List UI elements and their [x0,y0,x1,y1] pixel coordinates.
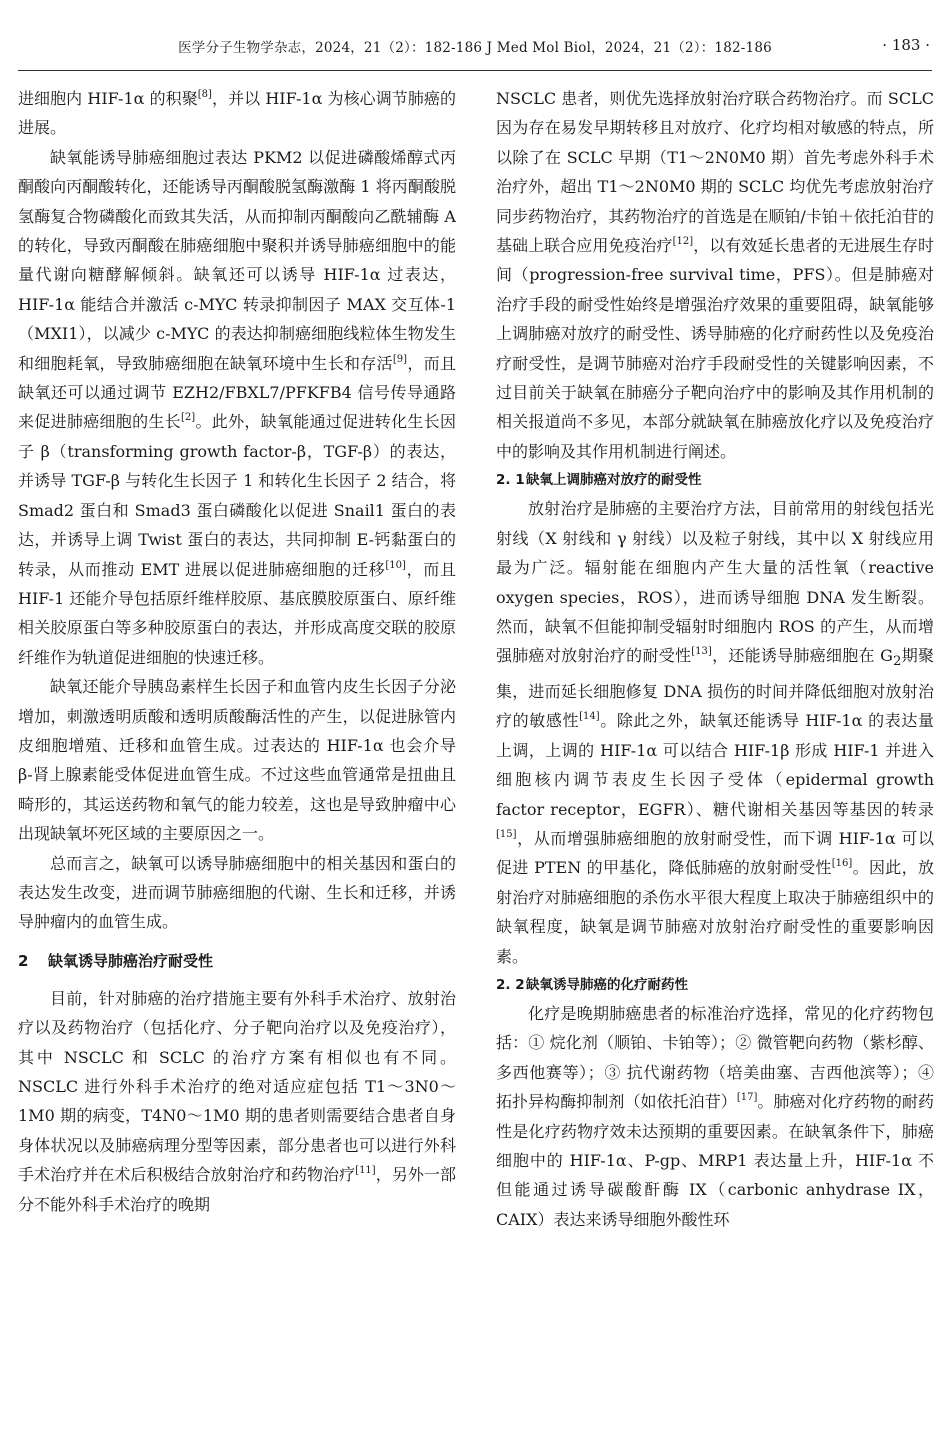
citation[interactable]: [8] [197,89,212,100]
paragraph: 缺氧还能介导胰岛素样生长因子和血管内皮生长因子分泌增加，刺激透明质酸和透明质酸酶活性的产生，以促进脉管内皮细胞增殖、迁移和血管生成。过表达的 HIF-1α 也会介导 β-肾上腺素能受体促进血管生成。不过这些血管通常是扭曲且畸形的，其运送药物和氧气的能力较差，这也是导致肿瘤中心出现缺氧坏死区域的主要原因之一。 [18,677,456,844]
paragraph: 进细胞内 HIF-1α 的积聚[8]，并以 HIF-1α 为核心调节肺癌的进展。 [18,89,456,138]
left-column [18,84,456,1219]
paragraph: 缺氧能诱导肺癌细胞过表达 PKM2 以促进磷酸烯醇式丙酮酸向丙酮酸转化，还能诱导丙酮酸脱氢酶激酶 1 将丙酮酸脱氢酶复合物磷酸化而致其失活，从而抑制丙酮酸向乙酰辅酶 A 的转化，导致丙酮酸在肺癌细胞中聚积并诱导肺癌细胞中的能量代谢向糖酵解倾斜。缺氧还可以诱导 HIF-1α 过表达，HIF-1α 能结合并激活 c-MYC 转录抑制因子 MAX 交互体-1（MXI1），以减少 c-MYC 的表达抑制癌细胞线粒体生物发生和细胞耗氧，导致肺癌细胞在缺氧环境中生长和存活[9]，而且缺氧还可以通过调节 EZH2/FBXL7/PFKFB4 信号传导通路来促进肺癌细胞的生长[2]。此外，缺氧能通过促进转化生长因子 β（transforming growth factor-β，TGF-β）的表达，并诱导 TGF-β 与转化生长因子 1 和转化生长因子 2 结合，将 Smad2 蛋白和 Smad3 蛋白磷酸化以促进 Snail1 蛋白的表达，并诱导上调 Twist 蛋白的表达，共同抑制 E-钙黏蛋白的转录，从而推动 EMT 进展以促进肺癌细胞的迁移[10]，而且 HIF-1 还能介导包括原纤维样胶原、基底膜胶原蛋白、原纤维相关胶原蛋白等多种胶原蛋白的表达，并形成高度交联的胶原纤维作为轨道促进细胞的快速迁移。 [18,147,456,667]
journal-citation: 医学分子生物学杂志，2024，21（2）：182-186 J Med Mol Biol，2024，21（2）：182-186 [178,40,772,56]
citation[interactable]: [13] [691,646,712,658]
citation[interactable]: [15] [496,828,517,840]
subsection-heading: 2. 1缺氧上调肺癌对放疗的耐受性 [496,472,702,489]
citation[interactable]: [12] [672,236,694,248]
citation[interactable]: [2] [181,412,196,424]
page-number: · 183 · [882,36,930,54]
citation[interactable]: [17] [736,1092,758,1104]
citation[interactable]: [14] [579,711,600,723]
citation[interactable]: [10] [385,559,406,571]
right-column [496,84,934,1234]
paragraph: NSCLC 患者，则优先选择放射治疗联合药物治疗。而 SCLC 因为存在易发早期转移且对放疗、化疗均相对敏感的特点，所以除了在 SCLC 早期（T1～2N0M0 期）首先考虑外科手术治疗外，超出 T1～2N0M0 期的 SCLC 均优先考虑放射治疗同步药物治疗，其药物治疗的首选是在顺铂/卡铂＋依托泊苷的基础上联合应用免疫治疗[12]，以有效延长患者的无进展生存时间（progression-free survival time，PFS）。但是肺癌对治疗手段的耐受性始终是增强治疗效果的重要阻碍，缺氧能够上调肺癌对放疗的耐受性、诱导肺癌的化疗耐药性以及免疫治疗耐受性，是调节肺癌对治疗手段耐受性的关键影响因素，不过目前关于缺氧在肺癌分子靶向治疗中的影响及其作用机制的相关报道尚不多见，本部分就缺氧在肺癌放化疗以及免疫治疗中的影响及其作用机制进行阐述。 [496,89,934,461]
paragraph: 放射治疗是肺癌的主要治疗方法，目前常用的射线包括光射线（X 射线和 γ 射线）以及粒子射线，其中以 X 射线应用最为广泛。辐射能在细胞内产生大量的活性氧（reactive oxygen species，ROS），进而诱导细胞 DNA 发生断裂。然而，缺氧不但能抑制受辐射时细胞内 ROS 的产生，从而增强肺癌对放射治疗的耐受性[13]，还能诱导肺癌细胞在 $G_2$期聚集，进而延长细胞修复 DNA 损伤的时间并降低细胞对放射治疗的敏感性[14]。除此之外，缺氧还能诱导 HIF-1α 的表达量上调，上调的 HIF-1α 可以结合 HIF-1β 形成 HIF-1 并进入细胞核内调节表皮生长因子受体（epidermal growth factor receptor，EGFR）、糖代谢相关基因等基因的转录[15]，从而增强肺癌细胞的放射耐受性，而下调 HIF-1α 可以促进 PTEN 的甲基化，降低肺癌的放射耐受性[16]。因此，放射治疗对肺癌细胞的杀伤水平很大程度上取决于肺癌组织中的缺氧程度，缺氧是调节肺癌对放射治疗耐受性的重要影响因素。 [496,499,934,966]
subsection-heading: 2. 2缺氧诱导肺癌的化疗耐药性 [496,976,688,993]
paragraph: 总而言之，缺氧可以诱导肺癌细胞中的相关基因和蛋白的表达发生改变，进而调节肺癌细胞的代谢、生长和迁移，并诱导肿瘤内的血管生成。 [18,853,456,932]
paragraph: 目前，针对肺癌的治疗措施主要有外科手术治疗、放射治疗以及药物治疗（包括化疗、分子靶向治疗以及免疫治疗），其中 NSCLC 和 SCLC 的治疗方案有相似也有不同。NSCLC 进行外科手术治疗的绝对适应症包括 T1～3N0～1M0 期的病变，T4N0～1M0 期的患者则需要结合患者自身身体状况以及肺癌病理分型等因素，部分患者也可以进行外科手术治疗并在术后积极结合放射治疗和药物治疗[11]，另外一部分不能外科手术治疗的晚期 [18,988,456,1214]
running-header [18,30,932,71]
subscript: 2 [892,654,902,670]
citation[interactable]: [16] [831,858,853,870]
section-heading: 2 缺氧诱导肺癌治疗耐受性 [18,951,214,970]
citation[interactable]: [11] [355,1165,376,1177]
paragraph: 化疗是晚期肺癌患者的标准治疗选择，常见的化疗药物包括：① 烷化剂（顺铂、卡铂等）；② 微管靶向药物（紫杉醇、多西他赛等）；③ 抗代谢药物（培美曲塞、吉西他滨等）；④ 拓扑异构酶抑制剂（如依托泊苷）[17]。肺癌对化疗药物的耐药性是化疗药物疗效未达预期的重要因素。在缺氧条件下，肺癌细胞中的 HIF-1α、P-gp、MRP1 表达量上升，HIF-1α 不但能通过诱导碳酸酐酶 IX（carbonic anhydrase IX，CAIX）表达来诱导细胞外酸性环 [496,1003,934,1229]
citation[interactable]: [9] [392,353,408,365]
